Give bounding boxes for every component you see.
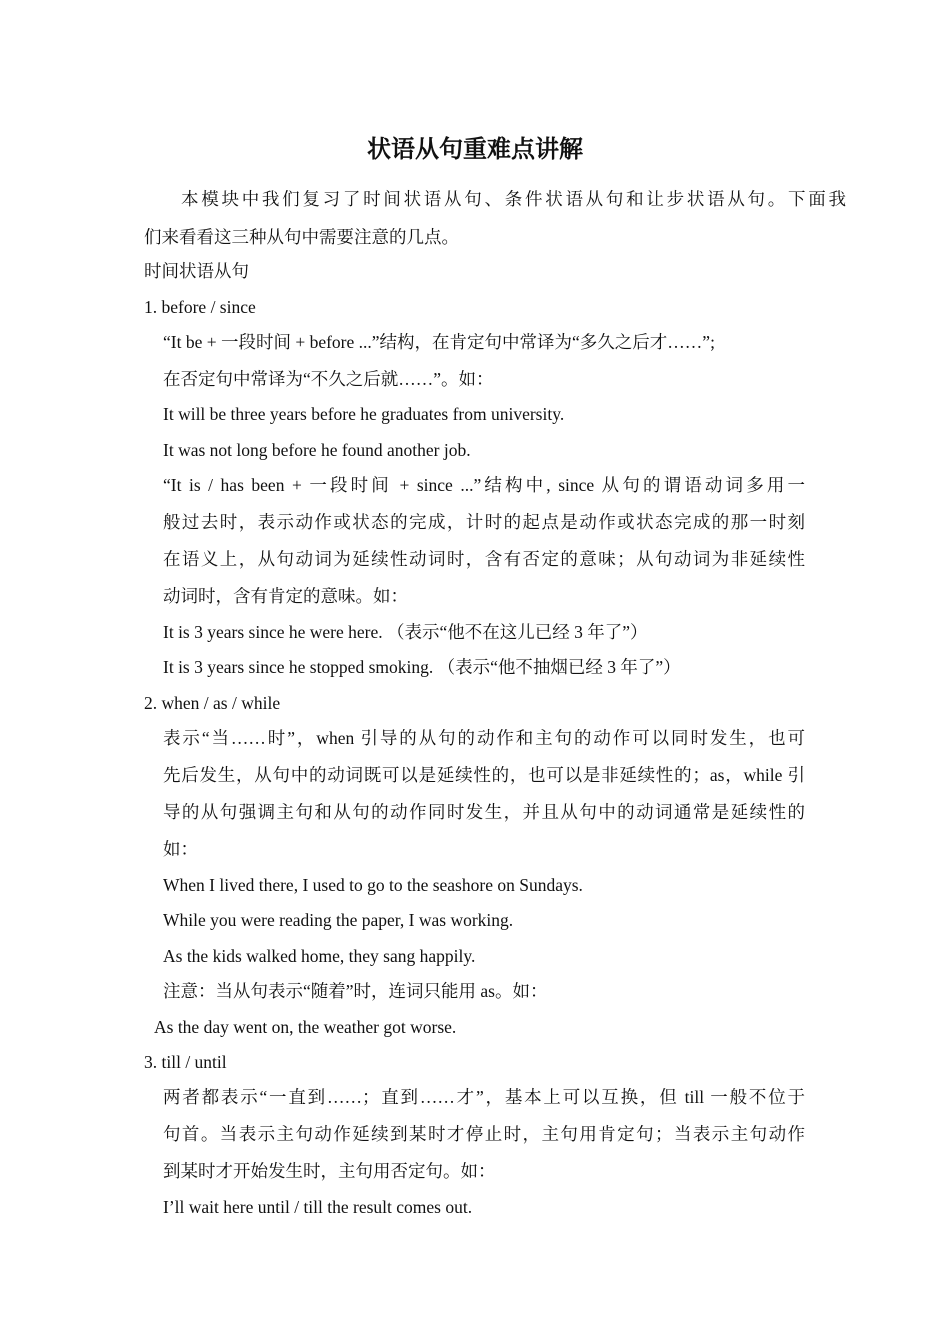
item2-line: 先后发生，从句中的动词既可以是延续性的，也可以是非延续性的；as，while 引 [163, 765, 805, 785]
item2-line: 表示“当……时”，when 引导的从句的动作和主句的动作可以同时发生，也可 [163, 728, 805, 748]
item3-line: 到某时才开始发生时，主句用否定句。如： [163, 1161, 496, 1181]
section-heading: 时间状语从句 [144, 261, 249, 281]
example-sentence: As the kids walked home, they sang happily. [163, 946, 476, 966]
example-sentence: I’ll wait here until / till the result comes out. [163, 1197, 473, 1217]
item1-line: 般过去时，表示动作或状态的完成，计时的起点是动作或状态完成的那一时刻 [163, 512, 805, 532]
item1-line: 在否定句中常译为“不久之后就……”。如： [163, 369, 494, 389]
example-sentence: When I lived there, I used to go to the seashore on Sundays. [163, 875, 583, 895]
item3-line: 句首。当表示主句动作延续到某时才停止时，主句用肯定句；当表示主句动作 [163, 1124, 805, 1144]
example-sentence: It will be three years before he graduates from university. [163, 404, 565, 424]
item1-heading: 1. before / since [144, 297, 256, 317]
item1-line: “It is / has been + 一段时间 + since ...”结构中, since 从句的谓语动词多用一 [163, 475, 805, 495]
example-sentence: It was not long before he found another job. [163, 440, 471, 460]
item2-heading: 2. when / as / while [144, 693, 281, 713]
page-title: 状语从句重难点讲解 [367, 137, 583, 163]
item1-line: “It be + 一段时间 + before ...”结构，在肯定句中常译为“多久之后才……”; [163, 332, 715, 352]
intro-line-2: 们来看看这三种从句中需要注意的几点。 [144, 227, 459, 247]
intro-line-1: 本模块中我们复习了时间状语从句、条件状语从句和让步状语从句。下面我 [181, 189, 846, 209]
item3-line: 两者都表示“一直到……；直到……才”，基本上可以互换，但 till 一般不位于 [163, 1087, 805, 1107]
example-sentence: As the day went on, the weather got worse. [154, 1017, 457, 1037]
example-sentence: It is 3 years since he stopped smoking. （表示“他不抽烟已经 3 年了”） [163, 657, 681, 677]
item1-line: 在语义上，从句动词为延续性动词时，含有否定的意味；从句动词为非延续性 [163, 549, 805, 569]
example-sentence: It is 3 years since he were here. （表示“他不在这儿已经 3 年了”） [163, 622, 648, 642]
item3-heading: 3. till / until [144, 1052, 227, 1072]
example-sentence: While you were reading the paper, I was working. [163, 910, 514, 930]
note-line: 注意：当从句表示“随着”时，连词只能用 as。如： [163, 981, 548, 1001]
item2-line: 导的从句强调主句和从句的动作同时发生，并且从句中的动词通常是延续性的 [163, 802, 805, 822]
item2-line: 如： [163, 839, 198, 859]
item1-line: 动词时，含有肯定的意味。如： [163, 586, 408, 606]
